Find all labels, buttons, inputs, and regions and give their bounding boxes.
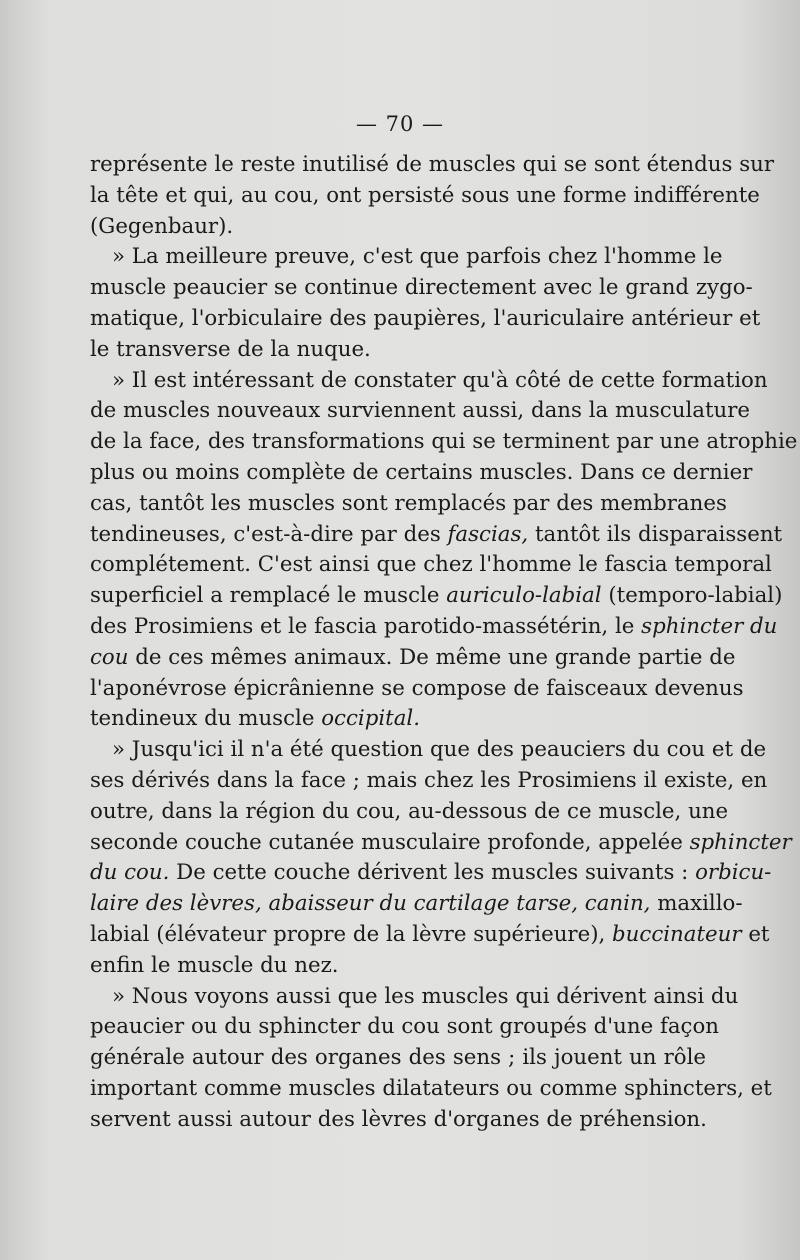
text-line: muscle peaucier se continue directement avec le grand zygo- xyxy=(90,275,753,301)
text-line: de la face, des transformations qui se terminent par une atrophie xyxy=(90,429,798,455)
text-line: servent aussi autour des lèvres d'organes de préhension. xyxy=(90,1106,707,1132)
text-line: l'aponévrose épicrânienne se compose de faisceaux devenus xyxy=(90,675,744,701)
text-line: matique, l'orbiculaire des paupières, l'auriculaire antérieur et xyxy=(90,305,761,331)
text-line: plus ou moins complète de certains muscles. Dans ce dernier xyxy=(90,459,753,485)
text-line: laire des lèvres, abaisseur du cartilage tarse, canin, maxillo- xyxy=(90,891,743,917)
text-line: du cou. De cette couche dérivent les muscles suivants : orbicu- xyxy=(90,860,772,886)
text-line: représente le reste inutilisé de muscles qui se sont étendus sur xyxy=(90,152,775,177)
text-line: outre, dans la région du cou, au-dessous de ce muscle, une xyxy=(90,798,729,824)
text-line: » Jusqu'ici il n'a été question que des peauciers du cou et de xyxy=(112,737,767,763)
text-line: labial (élévateur propre de la lèvre supérieure), buccinateur et xyxy=(90,921,770,947)
text-line: ses dérivés dans la face ; mais chez les Prosimiens il existe, en xyxy=(90,767,768,793)
text-line: de muscles nouveaux surviennent aussi, dans la musculature xyxy=(90,398,751,424)
text-line: superficiel a remplacé le muscle auriculo-labial (temporo-labial) xyxy=(90,583,783,609)
text-line: tendineuses, c'est-à-dire par des fascias, tantôt ils disparaissent xyxy=(90,521,783,547)
text-line: » La meilleure preuve, c'est que parfois chez l'homme le xyxy=(112,244,723,270)
text-line: tendineux du muscle occipital. xyxy=(90,706,420,732)
text-line: le transverse de la nuque. xyxy=(90,336,371,362)
text-line: seconde couche cutanée musculaire profonde, appelée sphincter xyxy=(90,829,792,855)
page-number: — 70 — xyxy=(355,112,445,136)
text-line: des Prosimiens et le fascia parotido-massétérin, le sphincter du xyxy=(90,613,778,639)
text-line: la tête et qui, au cou, ont persisté sous une forme indifférente xyxy=(90,182,760,208)
text-line: cas, tantôt les muscles sont remplacés par des membranes xyxy=(90,490,727,516)
text-line: peaucier ou du sphincter du cou sont groupés d'une façon xyxy=(90,1014,719,1040)
text-line: complétement. C'est ainsi que chez l'homme le fascia temporal xyxy=(90,552,772,578)
text-line: » Nous voyons aussi que les muscles qui dérivent ainsi du xyxy=(112,983,739,1009)
text-line: générale autour des organes des sens ; ils jouent un rôle xyxy=(90,1045,706,1071)
text-line: » Il est intéressant de constater qu'à côté de cette formation xyxy=(112,367,768,393)
body-text xyxy=(90,150,798,1136)
text-line: important comme muscles dilatateurs ou comme sphincters, et xyxy=(90,1075,772,1101)
text-line: cou de ces mêmes animaux. De même une grande partie de xyxy=(90,644,736,670)
text-line: enfin le muscle du nez. xyxy=(90,952,339,978)
text-line: (Gegenbaur). xyxy=(90,213,234,239)
